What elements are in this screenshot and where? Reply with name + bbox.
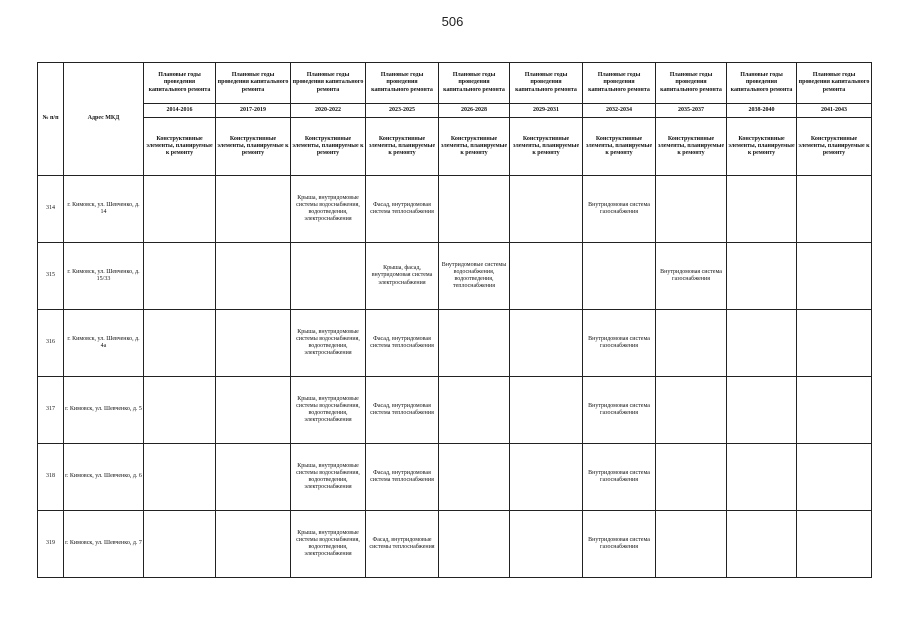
header-row-elements [38,118,872,176]
row-cell: Внутридомовая система газоснабжения [583,377,656,444]
row-cell [510,243,583,310]
row-cell [583,243,656,310]
header-period-title: Плановые годы проведения капитального ремонта [144,63,216,104]
row-number: 319 [38,511,64,578]
header-address: Адрес МКД [64,63,144,176]
header-elements: Конструктивные элементы, планируемые к ремонту [439,118,510,176]
row-cell [144,176,216,243]
row-cell [727,176,797,243]
row-cell: Крыша, внутридомовые системы водоснабжения, водоотведения, электроснабжения [291,377,366,444]
table-row [38,243,872,310]
header-period-title: Плановые годы проведения капитального ремонта [656,63,727,104]
row-address: г. Кимовск, ул. Шевченко, д. 7 [64,511,144,578]
row-cell: Внутридомовая система газоснабжения [583,310,656,377]
row-address: г. Кимовск, ул. Шевченко, д. 4а [64,310,144,377]
header-elements: Конструктивные элементы, планируемые к ремонту [797,118,872,176]
row-number: 318 [38,444,64,511]
row-address: г. Кимовск, ул. Шевченко, д. 15/33 [64,243,144,310]
row-number: 316 [38,310,64,377]
header-elements: Конструктивные элементы, планируемые к ремонту [291,118,366,176]
row-cell [216,310,291,377]
table-row [38,444,872,511]
header-period-title: Плановые годы проведения капитального ремонта [797,63,872,104]
header-elements: Конструктивные элементы, планируемые к ремонту [727,118,797,176]
row-cell [656,511,727,578]
row-cell [216,444,291,511]
header-period-years: 2041-2043 [797,104,872,118]
header-period-title: Плановые годы проведения капитального ремонта [510,63,583,104]
header-period-title: Плановые годы проведения капитального ремонта [291,63,366,104]
row-cell: Внутридомовые системы водоснабжения, водоотведения, теплоснабжения [439,243,510,310]
row-cell: Фасад, внутридомовая система теплоснабжения [366,444,439,511]
row-cell [797,176,872,243]
row-cell [291,243,366,310]
row-cell [727,377,797,444]
row-number: 315 [38,243,64,310]
row-cell: Внутридомовая система газоснабжения [583,444,656,511]
row-cell: Крыша, внутридомовые системы водоснабжения, водоотведения, электроснабжения [291,511,366,578]
row-cell [797,377,872,444]
row-cell [216,243,291,310]
header-period-years: 2029-2031 [510,104,583,118]
row-cell [216,176,291,243]
table-header [38,63,872,176]
header-period-years: 2038-2040 [727,104,797,118]
row-cell [656,377,727,444]
row-cell [727,243,797,310]
row-cell: Фасад, внутридомовая система теплоснабжения [366,310,439,377]
header-row-years [38,104,872,118]
row-cell [144,310,216,377]
row-cell [144,377,216,444]
row-cell [439,511,510,578]
header-period-years: 2014-2016 [144,104,216,118]
row-address: г. Кимовск, ул. Шевченко, д. 5 [64,377,144,444]
header-row-number: № п/п [38,63,64,176]
row-cell [510,377,583,444]
row-cell [727,511,797,578]
row-cell: Крыша, внутридомовые системы водоснабжения, водоотведения, электроснабжения [291,310,366,377]
header-elements: Конструктивные элементы, планируемые к ремонту [656,118,727,176]
row-cell [727,310,797,377]
capital-repair-plan-table [37,62,872,578]
table-row [38,511,872,578]
row-cell: Внутридомовая система газоснабжения [583,176,656,243]
header-period-title: Плановые годы проведения капитального ремонта [727,63,797,104]
row-cell [797,310,872,377]
header-period-years: 2017-2019 [216,104,291,118]
header-period-years: 2035-2037 [656,104,727,118]
row-cell [144,444,216,511]
row-cell [510,310,583,377]
header-period-years: 2032-2034 [583,104,656,118]
row-cell [510,444,583,511]
table-body [38,176,872,578]
header-period-title: Плановые годы проведения капитального ремонта [366,63,439,104]
row-cell [656,444,727,511]
row-cell [439,444,510,511]
header-elements: Конструктивные элементы, планируемые к ремонту [144,118,216,176]
row-cell [656,176,727,243]
row-address: г. Кимовск, ул. Шевченко, д. 6 [64,444,144,511]
table-row [38,176,872,243]
row-cell: Внутридомовая система газоснабжения [656,243,727,310]
row-cell [510,511,583,578]
row-cell: Крыша, фасад, внутридомовая система электроснабжения [366,243,439,310]
row-cell [216,511,291,578]
row-cell: Внутридомовая система газоснабжения [583,511,656,578]
row-cell [439,310,510,377]
row-number: 314 [38,176,64,243]
page-number: 506 [441,14,464,29]
row-cell: Фасад, внутридомовая система теплоснабжения [366,377,439,444]
header-elements: Конструктивные элементы, планируемые к ремонту [366,118,439,176]
header-period-years: 2023-2025 [366,104,439,118]
row-cell [510,176,583,243]
row-cell [439,377,510,444]
header-period-years: 2020-2022 [291,104,366,118]
row-cell [216,377,291,444]
header-period-years: 2026-2028 [439,104,510,118]
header-elements: Конструктивные элементы, планируемые к ремонту [216,118,291,176]
row-cell: Крыша, внутридомовые системы водоснабжения, водоотведения, электроснабжения [291,176,366,243]
header-period-title: Плановые годы проведения капитального ремонта [583,63,656,104]
row-number: 317 [38,377,64,444]
table-row [38,310,872,377]
table-row [38,377,872,444]
row-cell [727,444,797,511]
row-cell [144,511,216,578]
header-elements: Конструктивные элементы, планируемые к ремонту [583,118,656,176]
header-period-title: Плановые годы проведения капитального ремонта [439,63,510,104]
header-elements: Конструктивные элементы, планируемые к ремонту [510,118,583,176]
header-row-titles [38,63,872,104]
row-cell [797,243,872,310]
row-cell [656,310,727,377]
row-cell: Фасад, внутридомовые системы теплоснабжения [366,511,439,578]
row-address: г. Кимовск, ул. Шевченко, д. 14 [64,176,144,243]
row-cell: Крыша, внутридомовые системы водоснабжения, водоотведения, электроснабжения [291,444,366,511]
row-cell [797,444,872,511]
row-cell: Фасад, внутридомовая система теплоснабжения [366,176,439,243]
header-period-title: Плановые годы проведения капитального ремонта [216,63,291,104]
row-cell [144,243,216,310]
row-cell [797,511,872,578]
row-cell [439,176,510,243]
